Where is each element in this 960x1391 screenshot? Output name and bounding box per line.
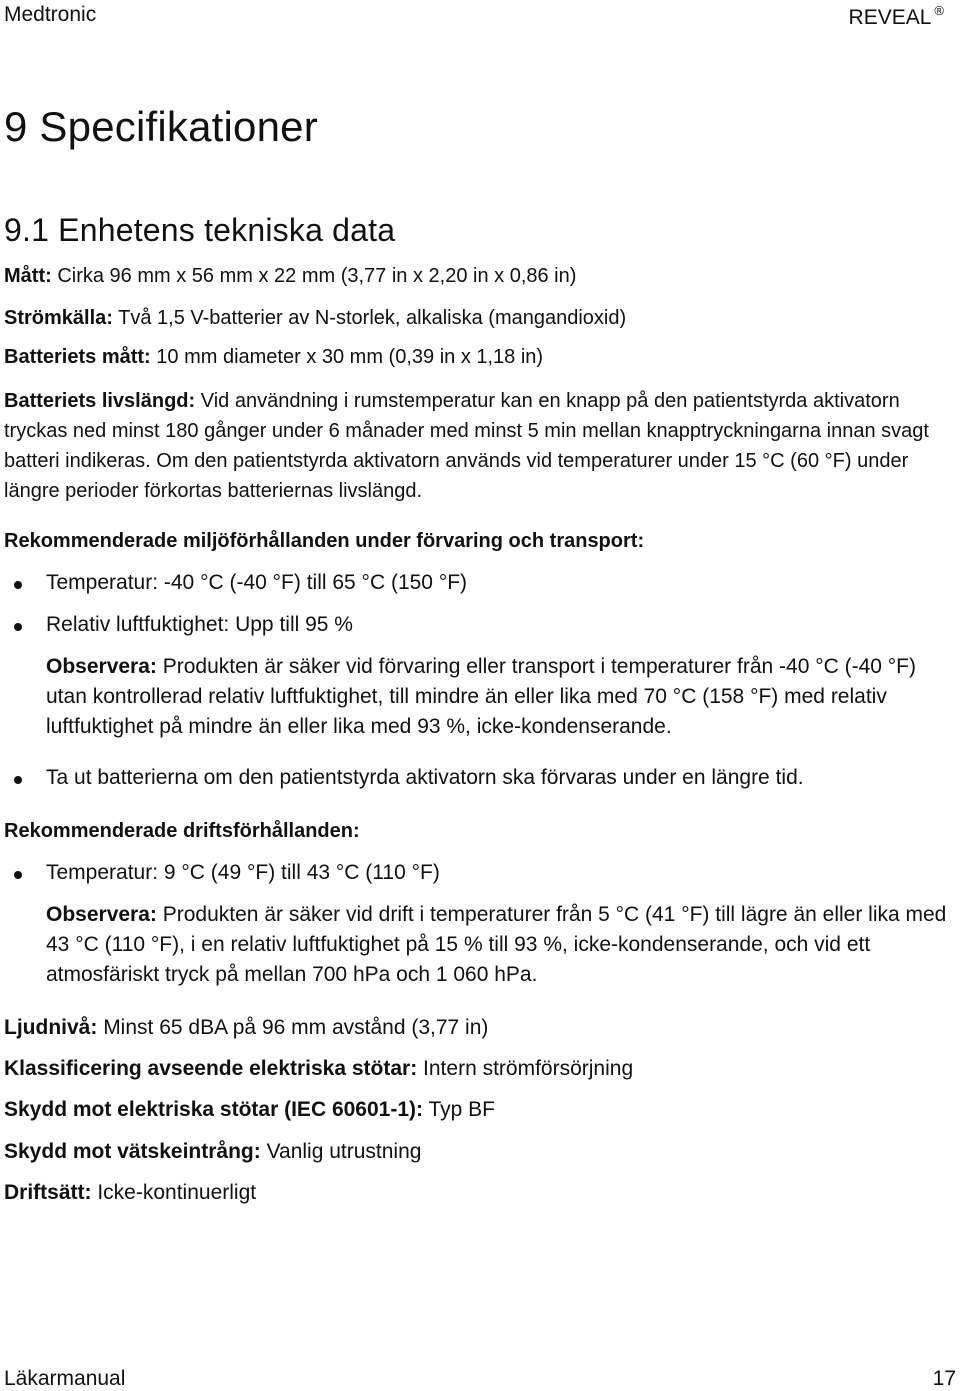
spec-shock-protection-value: Typ BF: [428, 1098, 495, 1121]
spec-liquid-protection: [4, 1140, 421, 1164]
section-title: 9.1 Enhetens tekniska data: [4, 212, 396, 248]
bullet-icon: [14, 623, 22, 631]
storage-bullet-temperature-text: Temperatur: -40 °C (-40 °F) till 65 °C (150 °F): [46, 571, 468, 594]
footer-manual-name: Läkarmanual: [4, 1367, 126, 1390]
spec-sound-level-label: Ljudnivå:: [4, 1016, 98, 1039]
spec-shock-protection-label: Skydd mot elektriska stötar (IEC 60601-1):: [4, 1098, 423, 1121]
storage-heading: Rekommenderade miljöförhållanden under förvaring och transport:: [4, 530, 645, 552]
storage-note-text: Produkten är säker vid förvaring eller transport i temperaturer från -40 °C (-40 °F) utan kontrollerad relativ luftfuktighet, till mindre än eller lika med 70 °C (158 °F) med relativ luftfuktighet på mindre än eller lika med 93 %, icke-kondenserande.: [46, 655, 917, 738]
spec-battery-dimensions: [4, 346, 543, 369]
spec-dimensions: [4, 265, 576, 288]
spec-operation-mode-value: Icke-kontinuerligt: [97, 1181, 257, 1204]
storage-bullet-batteries-text: Ta ut batterierna om den patientstyrda aktivatorn ska förvaras under en längre tid.: [46, 766, 804, 789]
bullet-icon: [14, 871, 22, 879]
footer-page-number: 17: [932, 1367, 956, 1390]
spec-sound-level-value: Minst 65 dBA på 96 mm avstånd (3,77 in): [103, 1016, 489, 1039]
spec-liquid-protection-value: Vanlig utrustning: [266, 1140, 422, 1163]
operating-note: [46, 900, 958, 990]
spec-shock-protection: [4, 1098, 495, 1122]
spec-liquid-protection-label: Skydd mot vätskeintrång:: [4, 1140, 261, 1163]
spec-operation-mode: [4, 1181, 256, 1205]
spec-power-source-value: Två 1,5 V-batterier av N-storlek, alkaliska (mangandioxid): [118, 307, 627, 329]
spec-battery-life: [4, 386, 959, 506]
registered-mark: ®: [934, 3, 944, 18]
header-product-name: REVEAL: [848, 6, 932, 29]
spec-power-source: [4, 307, 626, 330]
operating-heading: Rekommenderade driftsförhållanden:: [4, 820, 360, 842]
header-brand: Medtronic: [4, 3, 97, 26]
storage-note-label: Observera:: [46, 655, 157, 678]
spec-battery-life-label: Batteriets livslängd:: [4, 390, 196, 412]
operating-bullet-temperature-text: Temperatur: 9 °C (49 °F) till 43 °C (110 °F): [46, 861, 440, 884]
spec-battery-dimensions-value: 10 mm diameter x 30 mm (0,39 in x 1,18 in): [156, 346, 544, 368]
bullet-icon: [14, 581, 22, 589]
spec-power-source-label: Strömkälla:: [4, 307, 113, 329]
spec-sound-level: [4, 1016, 488, 1040]
operating-note-text: Produkten är säker vid drift i temperaturer från 5 °C (41 °F) till lägre än eller lika med 43 °C (110 °F), i en relativ luftfuktighet på 15 % till 93 %, icke-kondenserande, och vid ett atmosfäriskt tryck på mellan 700 hPa och 1 060 hPa.: [46, 903, 947, 986]
chapter-title: 9 Specifikationer: [4, 103, 318, 150]
storage-bullet-humidity-text: Relativ luftfuktighet: Upp till 95 %: [46, 613, 353, 636]
bullet-icon: [14, 776, 22, 784]
storage-note: [46, 652, 958, 742]
spec-electrical-classification-value: Intern strömförsörjning: [423, 1057, 634, 1080]
operating-note-label: Observera:: [46, 903, 157, 926]
header-product: [849, 3, 944, 30]
spec-dimensions-value: Cirka 96 mm x 56 mm x 22 mm (3,77 in x 2,20 in x 0,86 in): [57, 265, 577, 287]
spec-operation-mode-label: Driftsätt:: [4, 1181, 92, 1204]
spec-dimensions-label: Mått:: [4, 265, 52, 287]
spec-battery-dimensions-label: Batteriets mått:: [4, 346, 151, 368]
spec-battery-life-value: Vid användning i rumstemperatur kan en knapp på den patientstyrda aktivatorn tryckas ned minst 180 gånger under 6 månader med minst 5 min mellan knapptryckningarna innan svagt batteri indikeras. Om den patientstyrda aktivatorn används vid temperaturer under 15 °C (60 °F) under längre perioder förkortas batteriernas livslängd.: [4, 390, 929, 502]
spec-electrical-classification-label: Klassificering avseende elektriska stötar:: [4, 1057, 418, 1080]
spec-electrical-classification: [4, 1057, 633, 1081]
